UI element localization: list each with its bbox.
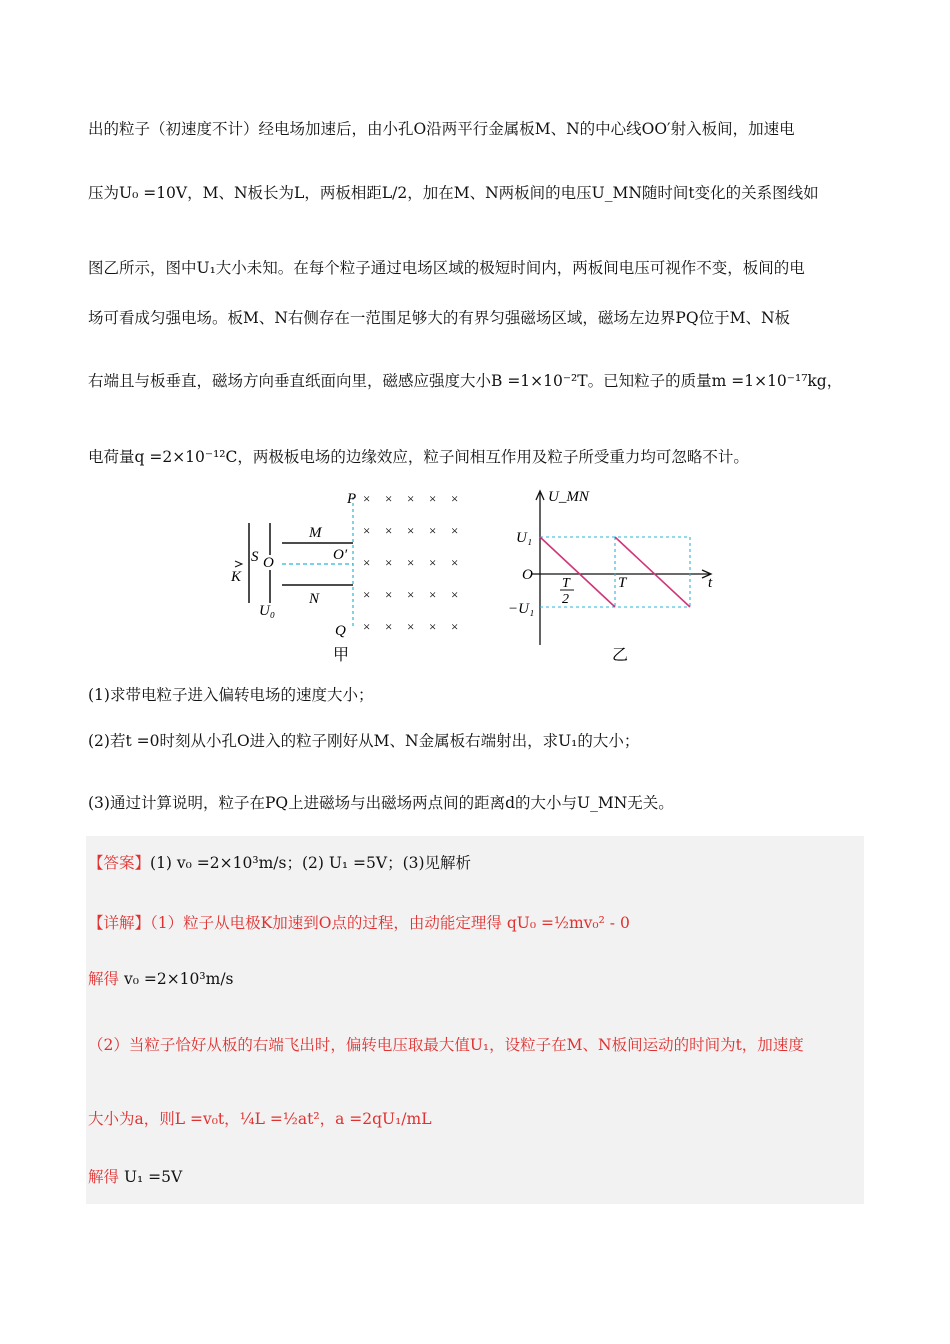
label-N: N <box>309 591 320 607</box>
detail-result-2-prefix: 解得 <box>88 1168 120 1186</box>
detail-result-2 <box>88 1166 182 1188</box>
label-T: T <box>618 575 627 591</box>
problem-line-6: 电荷量q =2×10⁻¹²C，两极板电场的边缘效应，粒子间相互作用及粒子所受重力均可忽略不计。 <box>88 448 749 466</box>
field-cross: × <box>407 587 415 602</box>
field-cross: × <box>451 587 459 602</box>
label-K: K <box>231 569 242 585</box>
caption-jia: 甲 <box>333 647 350 664</box>
question-3: (3)通过计算说明，粒子在PQ上进磁场与出磁场两点间的距离d的大小与U_MN无关。 <box>88 794 674 812</box>
field-cross: × <box>385 491 393 506</box>
field-cross: × <box>407 523 415 538</box>
problem-line-4: 场可看成匀强电场。板M、N右侧存在一范围足够大的有界匀强磁场区域，磁场左边界PQ位于M、N板 <box>88 309 791 327</box>
problem-line-2: 压为U₀ =10V，M、N板长为L，两板相距L/2，加在M、N两板间的电压U_MN随时间t变化的关系图线如 <box>88 184 819 202</box>
detail-result-1-value: v₀ =2×10³m/s <box>123 970 234 988</box>
detail-line-1 <box>88 912 630 934</box>
problem-line-3: 图乙所示，图中U₁大小未知。在每个粒子通过电场区域的极短时间内，两板间电压可视作不变，板间的电 <box>88 259 805 277</box>
field-cross: × <box>451 491 459 506</box>
field-cross: × <box>363 523 371 538</box>
question-1: (1)求带电粒子进入偏转电场的速度大小； <box>88 686 374 704</box>
label-M: M <box>309 525 322 541</box>
label-minus-U1: −U₁ <box>508 601 535 617</box>
label-U0: U₀ <box>259 603 276 619</box>
problem-line-5: 右端且与板垂直，磁场方向垂直纸面向里，磁感应强度大小B =1×10⁻²T。已知粒子的质量m =1×10⁻¹⁷kg， <box>88 372 843 390</box>
field-cross: × <box>363 587 371 602</box>
field-cross: × <box>451 619 459 634</box>
detail-result-1 <box>88 968 234 990</box>
field-cross: × <box>407 555 415 570</box>
field-cross: × <box>363 491 371 506</box>
label-O: O <box>263 555 274 571</box>
question-2: (2)若t =0时刻从小孔O进入的粒子刚好从M、N金属板右端射出，求U₁的大小； <box>88 732 640 750</box>
detail-result-1-prefix: 解得 <box>88 970 120 988</box>
physics-figure <box>225 485 735 670</box>
field-cross: × <box>407 619 415 634</box>
label-O-prime: O′ <box>333 547 348 563</box>
field-cross: × <box>385 587 393 602</box>
detail-p1: （1）粒子从电极K加速到O点的过程，由动能定理得 qU₀ =½mv₀² - 0 <box>150 914 630 932</box>
field-cross: × <box>429 523 437 538</box>
field-cross: × <box>451 555 459 570</box>
caption-yi: 乙 <box>612 647 629 664</box>
label-UMN: U_MN <box>548 489 589 505</box>
answer-tag: 【答案】 <box>88 854 151 872</box>
detail-p2a: （2）当粒子恰好从板的右端飞出时，偏转电压取最大值U₁，设粒子在M、N板间运动的时间为t，加速度 <box>88 1036 804 1054</box>
magnetic-field-crosses <box>363 491 458 634</box>
field-cross: × <box>429 619 437 634</box>
detail-result-2-value: U₁ =5V <box>123 1168 183 1186</box>
field-cross: × <box>385 619 393 634</box>
field-cross: × <box>451 523 459 538</box>
detail-tag: 【详解】 <box>88 914 151 932</box>
label-Q: Q <box>335 623 346 639</box>
label-S: S <box>251 549 259 565</box>
label-origin: O <box>522 567 533 583</box>
answer-line <box>88 852 471 874</box>
field-cross: × <box>363 619 371 634</box>
figure-voltage-graph <box>508 489 713 664</box>
label-P: P <box>347 491 357 507</box>
field-cross: × <box>407 491 415 506</box>
field-cross: × <box>429 587 437 602</box>
field-cross: × <box>429 491 437 506</box>
field-cross: × <box>385 555 393 570</box>
answer-content: (1) v₀ =2×10³m/s；(2) U₁ =5V；(3)见解析 <box>150 854 472 872</box>
answer-box <box>86 836 864 1204</box>
label-T-half-num: T <box>562 576 570 591</box>
label-t: t <box>708 575 713 591</box>
problem-line-1: 出的粒子（初速度不计）经电场加速后，由小孔O沿两平行金属板M、N的中心线OO′射入板间，加速电 <box>88 120 795 138</box>
figure-apparatus <box>230 491 458 664</box>
label-T-half-den: 2 <box>562 592 569 607</box>
label-U1: U₁ <box>516 530 533 546</box>
field-cross: × <box>429 555 437 570</box>
field-cross: × <box>385 523 393 538</box>
field-cross: × <box>363 555 371 570</box>
detail-p2b: 大小为a，则L =v₀t，¼L =½at²，a =2qU₁/mL <box>88 1110 432 1128</box>
